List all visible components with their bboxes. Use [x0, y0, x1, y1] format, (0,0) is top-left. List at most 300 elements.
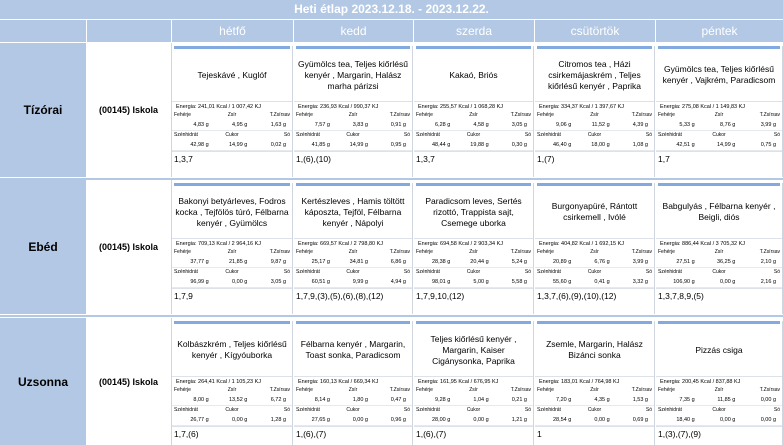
salt-value: 0,02 g: [270, 142, 287, 148]
energy-value: Energia: 255,57 Kcal / 1 068,28 KJ: [414, 101, 533, 111]
salt-label: Só: [773, 269, 781, 275]
energy-value: Energia: 161,95 Kcal / 676,95 KJ: [414, 376, 533, 386]
protein-label: Fehérje: [658, 387, 675, 393]
menu-cell-tuesday: [294, 183, 413, 314]
sugar-label: Cukor: [587, 132, 602, 138]
nutrient-values-1: [656, 394, 782, 406]
salt-label: Só: [403, 132, 410, 138]
salt-value: 0,75 g: [760, 142, 777, 148]
salt-value: 0,69 g: [632, 417, 648, 423]
energy-value: Energia: 183,01 Kcal / 764,98 KJ: [535, 376, 654, 386]
energy-value: Energia: 236,93 Kcal / 990,37 KJ: [294, 101, 412, 111]
school-label: (00145) Iskola: [86, 180, 172, 314]
carb-value: 98,01 g: [431, 279, 451, 285]
nutrient-labels-1: [414, 111, 533, 119]
sugar-label: Cukor: [225, 269, 239, 275]
fat-label: Zsír: [590, 249, 599, 255]
salt-value: 5,58 g: [511, 279, 527, 285]
allergen-codes: 1: [535, 426, 654, 440]
sat-fat-label: T.Zsírsav: [389, 112, 410, 118]
sat-fat-label: T.Zsírsav: [759, 112, 781, 118]
protein-value: 27,51 g: [676, 259, 695, 265]
carb-label: Szénhidrát: [658, 132, 682, 138]
protein-label: Fehérje: [296, 112, 313, 118]
protein-label: Fehérje: [537, 249, 554, 255]
allergen-codes: 1,3,7: [172, 151, 292, 165]
sugar-value: 14,99 g: [349, 142, 368, 148]
energy-value: Energia: 404,82 Kcal / 1 692,15 KJ: [535, 238, 654, 248]
day-header-wednesday: szerda: [414, 20, 534, 42]
nutrient-labels-1: [656, 386, 782, 394]
day-header-friday: péntek: [656, 20, 783, 42]
nutrient-values-1: [294, 119, 412, 131]
day-header-monday: hétfő: [172, 20, 293, 42]
sat-fat-label: T.Zsírsav: [389, 387, 410, 393]
salt-value: 1,21 g: [511, 417, 527, 423]
sat-fat-value: 1,53 g: [632, 397, 648, 403]
energy-value: Energia: 160,13 Kcal / 669,34 KJ: [294, 376, 412, 386]
fat-label: Zsír: [469, 387, 478, 393]
fat-label: Zsír: [227, 249, 237, 255]
protein-label: Fehérje: [658, 112, 675, 118]
allergen-codes: 1,(6),(7): [414, 426, 533, 440]
allergen-codes: 1,7: [656, 151, 782, 165]
carb-label: Szénhidrát: [174, 407, 198, 413]
meal-label: Ebéd: [0, 180, 86, 314]
nutrient-labels-2: [414, 131, 533, 139]
carb-label: Szénhidrát: [537, 269, 561, 275]
nutrient-labels-2: [172, 406, 292, 414]
sugar-value: 0,00 g: [720, 279, 736, 285]
nutrient-labels-2: [294, 406, 412, 414]
salt-value: 4,94 g: [390, 279, 406, 285]
sat-fat-value: 0,00 g: [760, 397, 777, 403]
nutrient-values-2: [656, 139, 782, 151]
salt-label: Só: [645, 269, 652, 275]
nutrient-labels-2: [172, 268, 292, 276]
meal-label: Tízórai: [0, 43, 86, 177]
nutrient-labels-1: [172, 111, 292, 119]
sat-fat-label: T.Zsírsav: [269, 112, 291, 118]
fat-label: Zsír: [469, 249, 478, 255]
allergen-codes: 1,3,7,(6),(9),(10),(12): [535, 288, 654, 302]
menu-cell-thursday: [535, 183, 655, 314]
nutrient-labels-2: [535, 131, 654, 139]
nutrient-labels-1: [535, 111, 654, 119]
carb-value: 28,00 g: [431, 417, 451, 423]
sugar-label: Cukor: [346, 269, 360, 275]
sugar-value: 0,00 g: [352, 417, 368, 423]
menu-cell-thursday: [535, 46, 655, 177]
energy-value: Energia: 334,37 Kcal / 1 397,67 KJ: [535, 101, 654, 111]
protein-value: 4,83 g: [193, 122, 209, 128]
carb-label: Szénhidrát: [658, 407, 682, 413]
sat-fat-value: 4,39 g: [632, 122, 648, 128]
protein-label: Fehérje: [537, 387, 554, 393]
sugar-value: 0,00 g: [594, 417, 610, 423]
sugar-value: 0,00 g: [720, 417, 736, 423]
salt-label: Só: [773, 407, 781, 413]
nutrient-values-2: [294, 139, 412, 151]
carb-label: Szénhidrát: [416, 407, 440, 413]
sat-fat-value: 6,72 g: [270, 397, 287, 403]
sat-fat-value: 6,86 g: [390, 259, 406, 265]
protein-value: 5,33 g: [679, 122, 695, 128]
fat-label: Zsír: [227, 387, 237, 393]
menu-cell-friday: [656, 321, 783, 445]
energy-value: Energia: 669,57 Kcal / 2 798,80 KJ: [294, 238, 412, 248]
menu-cell-wednesday: [414, 321, 534, 445]
sugar-value: 19,88 g: [470, 142, 489, 148]
sugar-label: Cukor: [712, 407, 726, 413]
carb-value: 27,65 g: [311, 417, 330, 423]
header-blank-school: [87, 20, 171, 42]
carb-label: Szénhidrát: [174, 132, 198, 138]
sugar-label: Cukor: [466, 132, 481, 138]
fat-label: Zsír: [714, 112, 724, 118]
carb-label: Szénhidrát: [537, 132, 561, 138]
carb-value: 42,51 g: [676, 142, 695, 148]
energy-value: Energia: 264,41 Kcal / 1 105,23 KJ: [172, 376, 292, 386]
salt-label: Só: [524, 407, 531, 413]
protein-label: Fehérje: [174, 249, 191, 255]
carb-value: 96,99 g: [190, 279, 209, 285]
carb-value: 42,98 g: [190, 142, 209, 148]
nutrient-labels-1: [656, 248, 782, 256]
sat-fat-label: T.Zsírsav: [510, 387, 531, 393]
day-header-row: [0, 20, 783, 42]
protein-value: 37,77 g: [190, 259, 209, 265]
sat-fat-label: T.Zsírsav: [631, 387, 652, 393]
fat-label: Zsír: [227, 112, 237, 118]
salt-value: 3,05 g: [270, 279, 287, 285]
protein-value: 7,35 g: [679, 397, 695, 403]
sugar-value: 9,99 g: [352, 279, 368, 285]
dish-names: Gyümölcs tea, Teljes kiőrlésű kenyér , Vajkrém, Paradicsom: [662, 64, 776, 85]
allergen-codes: 1,(6),(7): [294, 426, 412, 440]
sugar-label: Cukor: [225, 407, 239, 413]
fat-label: Zsír: [590, 387, 599, 393]
fat-value: 21,85 g: [228, 259, 248, 265]
dish-names: Félbarna kenyér , Margarin, Toast sonka, Paradicsom: [300, 339, 406, 360]
fat-value: 4,95 g: [232, 122, 248, 128]
menu-cell-friday: [656, 183, 783, 314]
nutrient-values-1: [656, 119, 782, 131]
allergen-codes: 1,(3),(7),(9): [656, 426, 782, 440]
nutrient-labels-1: [656, 111, 782, 119]
carb-value: 48,44 g: [431, 142, 451, 148]
sugar-label: Cukor: [712, 132, 726, 138]
nutrient-values-1: [294, 256, 412, 268]
nutrient-labels-2: [414, 268, 533, 276]
menu-cell-tuesday: [294, 46, 413, 177]
carb-label: Szénhidrát: [296, 269, 320, 275]
salt-value: 2,16 g: [760, 279, 777, 285]
carb-value: 26,77 g: [190, 417, 209, 423]
fat-value: 36,25 g: [716, 259, 736, 265]
salt-label: Só: [283, 269, 291, 275]
dish-names: Citromos tea , Házi csirkemájaskrém , Teljes kiőrlésű kenyér , Paprika: [547, 58, 642, 91]
salt-label: Só: [524, 269, 531, 275]
sat-fat-label: T.Zsírsav: [269, 249, 291, 255]
day-header-thursday: csütörtök: [535, 20, 655, 42]
allergen-codes: 1,7,9,10,(12): [414, 288, 533, 302]
sat-fat-value: 3,99 g: [632, 259, 648, 265]
energy-value: Energia: 241,01 Kcal / 1 007,42 KJ: [172, 101, 292, 111]
sat-fat-value: 3,99 g: [760, 122, 777, 128]
carb-value: 28,54 g: [552, 417, 572, 423]
sat-fat-value: 3,05 g: [511, 122, 527, 128]
fat-label: Zsír: [714, 249, 724, 255]
allergen-codes: 1,7,(6): [172, 426, 292, 440]
sugar-value: 0,00 g: [473, 417, 489, 423]
protein-label: Fehérje: [296, 387, 313, 393]
carb-label: Szénhidrát: [658, 269, 682, 275]
energy-value: Energia: 694,58 Kcal / 2 903,34 KJ: [414, 238, 533, 248]
protein-value: 7,20 g: [556, 397, 572, 403]
salt-value: 0,95 g: [390, 142, 406, 148]
fat-value: 13,52 g: [228, 397, 248, 403]
nutrient-values-2: [656, 414, 782, 426]
salt-label: Só: [283, 132, 291, 138]
fat-value: 11,52 g: [591, 122, 610, 128]
school-label: (00145) Iskola: [86, 318, 172, 445]
sugar-value: 0,00 g: [232, 417, 248, 423]
nutrient-labels-1: [414, 248, 533, 256]
salt-label: Só: [645, 407, 652, 413]
fat-value: 1,80 g: [352, 397, 368, 403]
nutrient-labels-2: [656, 131, 782, 139]
dish-names: Kertészleves , Hamis töltött káposzta, Tejföl, Félbarna kenyér , Nápolyi: [301, 195, 405, 228]
nutrient-values-1: [535, 119, 654, 131]
menu-cell-tuesday: [294, 321, 413, 445]
allergen-codes: 1,(6),(10): [294, 151, 412, 165]
menu-cell-monday: [172, 321, 293, 445]
meal-label: Uzsonna: [0, 318, 86, 445]
dish-names: Tejeskávé , Kuglóf: [197, 69, 267, 80]
nutrient-values-1: [172, 394, 292, 406]
protein-label: Fehérje: [416, 249, 433, 255]
salt-value: 0,00 g: [760, 417, 777, 423]
fat-value: 3,83 g: [352, 122, 368, 128]
fat-label: Zsír: [348, 249, 358, 255]
page-title: Heti étlap 2023.12.18. - 2023.12.22.: [0, 0, 783, 19]
energy-value: Energia: 886,44 Kcal / 3 705,32 KJ: [656, 238, 782, 248]
protein-value: 28,38 g: [431, 259, 451, 265]
nutrient-values-1: [656, 256, 782, 268]
dish-names: Kolbászkrém , Teljes kiőrlésű kenyér , Kígyóuborka: [177, 339, 287, 360]
protein-value: 7,57 g: [314, 122, 330, 128]
fat-value: 20,44 g: [470, 259, 489, 265]
energy-value: Energia: 709,13 Kcal / 2 964,16 KJ: [172, 238, 292, 248]
nutrient-labels-1: [414, 386, 533, 394]
fat-label: Zsír: [590, 112, 599, 118]
menu-cell-thursday: [535, 321, 655, 445]
day-header-tuesday: kedd: [294, 20, 413, 42]
sugar-label: Cukor: [587, 407, 602, 413]
sugar-label: Cukor: [466, 407, 481, 413]
sat-fat-label: T.Zsírsav: [631, 249, 652, 255]
nutrient-values-1: [414, 119, 533, 131]
protein-value: 9,06 g: [556, 122, 572, 128]
salt-label: Só: [283, 407, 291, 413]
energy-value: Energia: 275,08 Kcal / 1 149,83 KJ: [656, 101, 782, 111]
sat-fat-label: T.Zsírsav: [510, 249, 531, 255]
nutrient-values-2: [414, 139, 533, 151]
salt-label: Só: [403, 407, 410, 413]
carb-value: 41,85 g: [311, 142, 330, 148]
nutrient-values-1: [294, 394, 412, 406]
nutrient-values-2: [535, 414, 654, 426]
header-blank-meal: [0, 20, 86, 42]
nutrient-labels-2: [535, 406, 654, 414]
nutrient-labels-1: [535, 386, 654, 394]
nutrient-labels-2: [294, 131, 412, 139]
nutrient-values-1: [535, 394, 654, 406]
menu-cell-monday: [172, 46, 293, 177]
fat-label: Zsír: [348, 112, 358, 118]
nutrient-labels-1: [172, 386, 292, 394]
sat-fat-label: T.Zsírsav: [759, 387, 781, 393]
protein-value: 9,28 g: [435, 397, 451, 403]
fat-value: 4,35 g: [594, 397, 610, 403]
energy-value: Energia: 200,45 Kcal / 837,88 KJ: [656, 376, 782, 386]
dish-names: Bakonyi betyárleves, Fodros kocka , Tejfölös túró, Félbarna kenyér , Gyümölcs: [175, 195, 289, 228]
sat-fat-value: 0,47 g: [390, 397, 406, 403]
nutrient-labels-2: [294, 268, 412, 276]
salt-value: 0,96 g: [390, 417, 406, 423]
sat-fat-label: T.Zsírsav: [759, 249, 781, 255]
protein-label: Fehérje: [537, 112, 554, 118]
carb-label: Szénhidrát: [416, 269, 440, 275]
sat-fat-value: 1,63 g: [270, 122, 287, 128]
salt-value: 3,32 g: [632, 279, 648, 285]
allergen-codes: 1,(7): [535, 151, 654, 165]
allergen-codes: 1,7,9: [172, 288, 292, 302]
nutrient-labels-2: [535, 268, 654, 276]
sugar-label: Cukor: [587, 269, 602, 275]
nutrient-labels-2: [656, 268, 782, 276]
fat-value: 34,81 g: [349, 259, 368, 265]
sugar-value: 5,00 g: [473, 279, 489, 285]
allergen-codes: 1,7,9,(3),(5),(6),(8),(12): [294, 288, 412, 302]
sat-fat-label: T.Zsírsav: [631, 112, 652, 118]
nutrient-values-2: [172, 276, 292, 288]
sat-fat-label: T.Zsírsav: [389, 249, 410, 255]
nutrient-labels-2: [656, 406, 782, 414]
salt-value: 1,28 g: [270, 417, 287, 423]
fat-value: 1,04 g: [473, 397, 489, 403]
sugar-label: Cukor: [466, 269, 481, 275]
sugar-value: 0,00 g: [232, 279, 248, 285]
protein-value: 25,17 g: [311, 259, 330, 265]
fat-value: 8,76 g: [720, 122, 736, 128]
dish-names: Paradicsom leves, Sertés rizottó, Trappista sajt, Csemege uborka: [425, 195, 522, 228]
sugar-label: Cukor: [346, 407, 360, 413]
carb-label: Szénhidrát: [174, 269, 198, 275]
salt-value: 0,30 g: [511, 142, 527, 148]
nutrient-values-2: [535, 139, 654, 151]
protein-label: Fehérje: [296, 249, 313, 255]
protein-label: Fehérje: [416, 387, 433, 393]
sat-fat-value: 2,10 g: [760, 259, 777, 265]
carb-label: Szénhidrát: [296, 407, 320, 413]
nutrient-labels-2: [172, 131, 292, 139]
dish-names: Burgonyapüré, Rántott csirkemell , Ivólé: [551, 201, 638, 222]
fat-label: Zsír: [714, 387, 724, 393]
sat-fat-value: 9,87 g: [270, 259, 287, 265]
carb-value: 55,60 g: [552, 279, 572, 285]
carb-value: 60,51 g: [311, 279, 330, 285]
nutrient-values-2: [172, 414, 292, 426]
nutrient-labels-2: [414, 406, 533, 414]
carb-label: Szénhidrát: [537, 407, 561, 413]
sugar-label: Cukor: [346, 132, 360, 138]
nutrient-values-2: [535, 276, 654, 288]
fat-value: 6,76 g: [594, 259, 610, 265]
salt-value: 1,08 g: [632, 142, 648, 148]
nutrient-labels-1: [294, 386, 412, 394]
dish-names: Gyümölcs tea, Teljes kiőrlésű kenyér , Margarin, Halász marha párizsi: [298, 58, 408, 91]
protein-label: Fehérje: [416, 112, 433, 118]
sat-fat-value: 0,91 g: [390, 122, 406, 128]
sugar-value: 14,99 g: [228, 142, 248, 148]
sugar-label: Cukor: [712, 269, 726, 275]
sugar-value: 0,41 g: [594, 279, 610, 285]
sugar-value: 18,00 g: [591, 142, 610, 148]
salt-label: Só: [524, 132, 531, 138]
dish-names: Pizzás csiga: [695, 344, 743, 355]
nutrient-labels-1: [294, 111, 412, 119]
protein-value: 6,28 g: [435, 122, 451, 128]
nutrient-values-2: [294, 276, 412, 288]
salt-label: Só: [645, 132, 652, 138]
salt-label: Só: [773, 132, 781, 138]
allergen-codes: 1,3,7,8,9,(5): [656, 288, 782, 302]
carb-label: Szénhidrát: [416, 132, 440, 138]
fat-label: Zsír: [348, 387, 358, 393]
school-label: (00145) Iskola: [86, 43, 172, 177]
fat-value: 11,85 g: [717, 397, 736, 403]
menu-cell-monday: [172, 183, 293, 314]
nutrient-values-2: [294, 414, 412, 426]
nutrient-labels-1: [294, 248, 412, 256]
nutrient-values-1: [172, 119, 292, 131]
nutrient-labels-1: [535, 248, 654, 256]
protein-value: 20,89 g: [552, 259, 572, 265]
sat-fat-label: T.Zsírsav: [269, 387, 291, 393]
nutrient-values-2: [172, 139, 292, 151]
nutrient-values-1: [172, 256, 292, 268]
carb-value: 18,40 g: [676, 417, 695, 423]
nutrient-values-1: [414, 256, 533, 268]
carb-value: 46,40 g: [552, 142, 572, 148]
menu-cell-wednesday: [414, 46, 534, 177]
nutrient-values-2: [656, 276, 782, 288]
protein-value: 8,14 g: [314, 397, 330, 403]
dish-names: Zsemle, Margarin, Halász Bizánci sonka: [546, 339, 643, 360]
carb-value: 106,90 g: [673, 279, 695, 285]
row-separator: [0, 315, 783, 317]
sat-fat-label: T.Zsírsav: [510, 112, 531, 118]
sat-fat-value: 5,24 g: [511, 259, 527, 265]
nutrient-values-1: [414, 394, 533, 406]
nutrient-values-1: [535, 256, 654, 268]
protein-label: Fehérje: [174, 387, 191, 393]
allergen-codes: 1,3,7: [414, 151, 533, 165]
protein-label: Fehérje: [174, 112, 191, 118]
fat-label: Zsír: [469, 112, 478, 118]
